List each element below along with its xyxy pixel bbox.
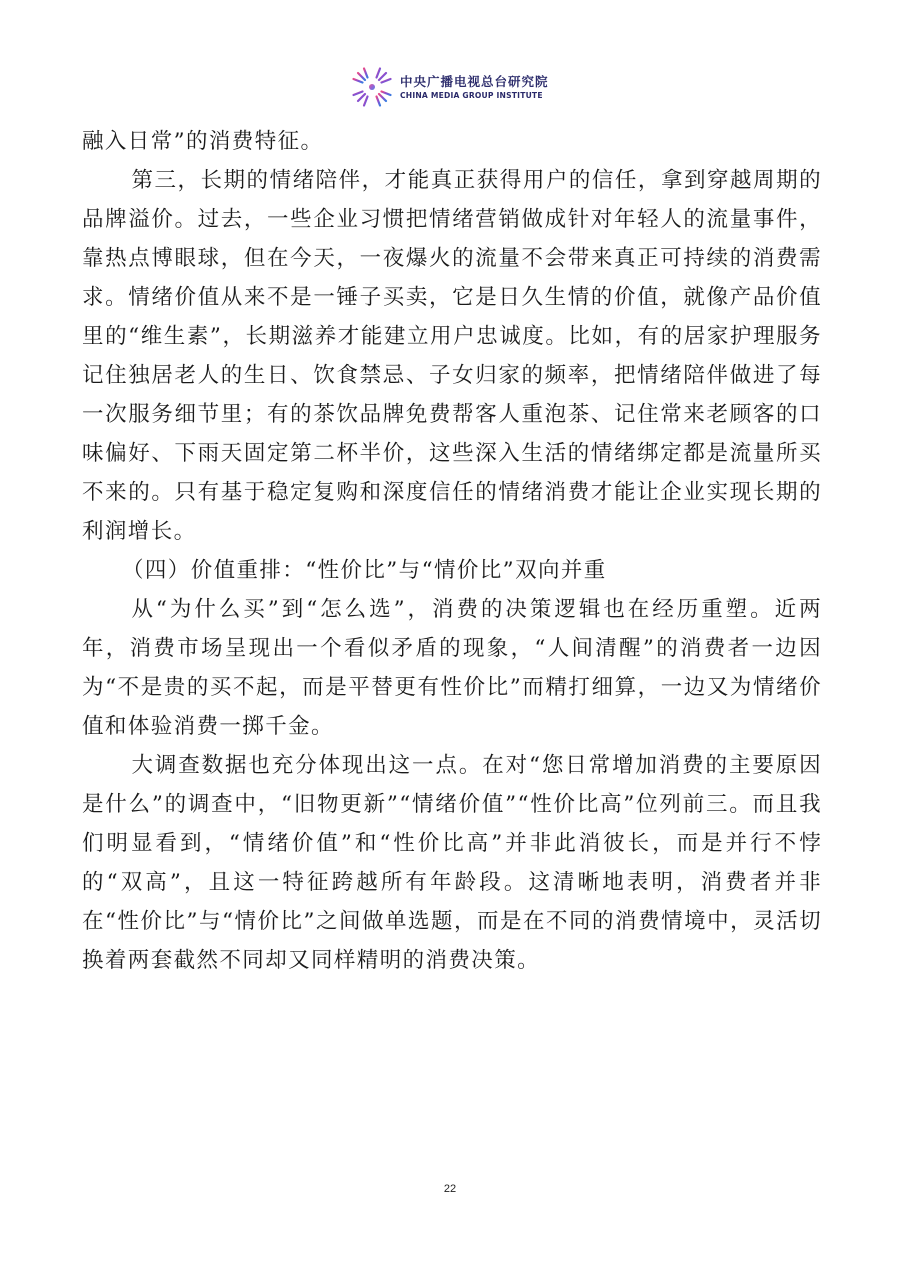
paragraph-decision-logic: 从“为什么买”到“怎么选”，消费的决策逻辑也在经历重塑。近两年，消费市场呈现出一个看似矛盾的现象，“人间清醒”的消费者一边因为“不是贵的买不起，而是平替更有性价比”而精打细算，一边又为情绪价值和体验消费一掷千金。 [82, 597, 822, 739]
paragraph-survey-data: 大调查数据也充分体现出这一点。在对“您日常增加消费的主要原因是什么”的调查中，“旧物更新”“情绪价值”“性价比高”位列前三。而且我们明显看到，“情绪价值”和“性价比高”并非此消彼长，而是并行不悖的“双高”，且这一特征跨越所有年龄段。这清晰地表明，消费者并非在“性价比”与“情价比”之间做单选题，而是在不同的消费情境中，灵活切换着两套截然不同却又同样精明的消费决策。 [82, 753, 822, 973]
cmg-institute-logo-icon [350, 65, 394, 109]
page-number: 22 [443, 1183, 457, 1195]
body-text [82, 122, 822, 980]
logo-text [400, 74, 549, 101]
page-header [350, 62, 590, 112]
org-name-en: CHINA MEDIA GROUP INSTITUTE [400, 90, 543, 100]
paragraph-continuation: 融入日常”的消费特征。 [82, 129, 324, 154]
section-heading: （四）价值重排：“性价比”与“情价比”双向并重 [122, 558, 607, 583]
paragraph-third-point: 第三，长期的情绪陪伴，才能真正获得用户的信任，拿到穿越周期的品牌溢价。过去，一些企业习惯把情绪营销做成针对年轻人的流量事件，靠热点博眼球，但在今天，一夜爆火的流量不会带来真正可持续的消费需求。情绪价值从来不是一锤子买卖，它是日久生情的价值，就像产品价值里的“维生素”，长期滋养才能建立用户忠诚度。比如，有的居家护理服务记住独居老人的生日、饮食禁忌、子女归家的频率，把情绪陪伴做进了每一次服务细节里；有的茶饮品牌免费帮客人重泡茶、记住常来老顾客的口味偏好、下雨天固定第二杯半价，这些深入生活的情绪绑定都是流量所买不来的。只有基于稳定复购和深度信任的情绪消费才能让企业实现长期的利润增长。 [82, 168, 822, 544]
org-name-cn: 中央广播电视总台研究院 [400, 73, 549, 89]
